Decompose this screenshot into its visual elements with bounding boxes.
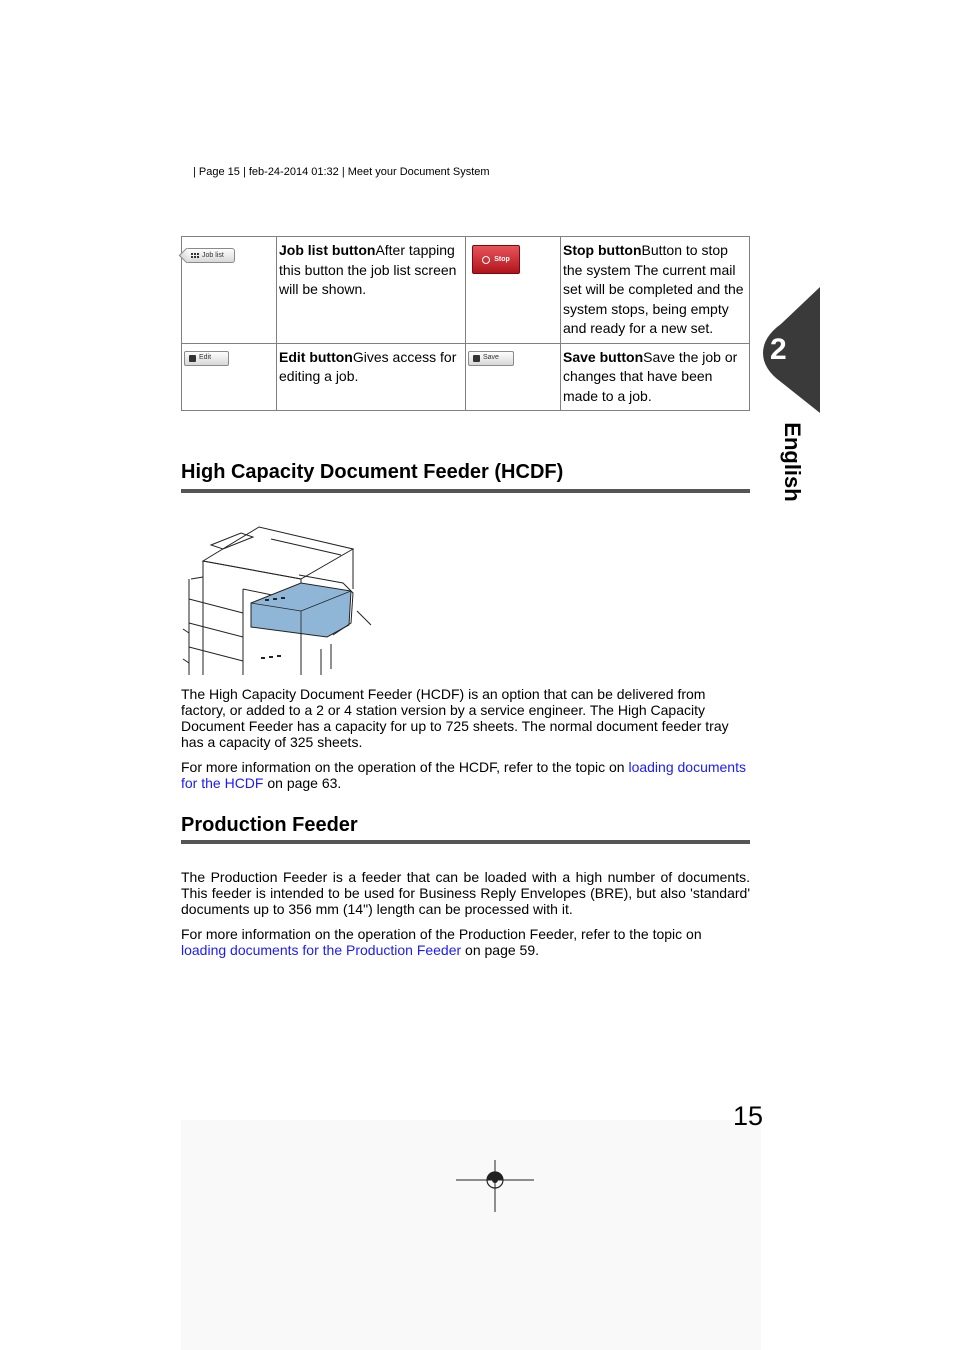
production-feeder-heading: Production Feeder xyxy=(181,814,358,836)
hcdf-loading-link[interactable]: loading documents for the HCDF xyxy=(181,759,746,791)
table-row xyxy=(182,343,750,411)
stop-circle-icon xyxy=(482,256,490,264)
language-label: English xyxy=(780,422,805,502)
chapter-number: 2 xyxy=(770,333,787,366)
save-description xyxy=(561,343,750,411)
production-loading-link[interactable]: loading documents for the Production Feeder xyxy=(181,942,462,958)
job-list-icon-label: Job list xyxy=(202,251,224,259)
save-icon-label: Save xyxy=(483,354,499,362)
hcdf-heading-rule xyxy=(181,489,750,493)
production-more-text: For more information on the operation of the Production Feeder, refer to the topic on xyxy=(181,926,702,942)
save-text: Save the job or changes that have been made to a job. xyxy=(563,348,738,404)
hcdf-more-info xyxy=(181,759,750,791)
stop-icon-label: Stop xyxy=(494,255,510,263)
stop-text: Button to stop the system The current mail set will be completed and the system stops, being empty and ready for a new set. xyxy=(563,242,744,336)
bottom-shade xyxy=(181,1120,761,1350)
edit-text: Gives access for editing a job. xyxy=(279,348,457,384)
edit-button-icon xyxy=(184,351,229,366)
save-button-icon xyxy=(468,351,514,366)
production-more-info xyxy=(181,926,750,958)
floppy-disk-icon xyxy=(473,355,480,362)
stop-description xyxy=(561,237,750,344)
registration-mark-icon xyxy=(456,1160,536,1212)
edit-description xyxy=(277,343,466,411)
page-header: | Page 15 | feb-24-2014 01:32 | Meet your Document System xyxy=(193,166,490,178)
save-title: Save button xyxy=(563,348,644,365)
job-list-title: Job list button xyxy=(279,242,376,258)
production-paragraph: The Production Feeder is a feeder that can be loaded with a high number of documents. This feeder is intended to be used for Business Reply Envelopes (BRE), but also 'standard' documents up to 356 mm (14") length can be processed with it. xyxy=(181,869,750,917)
hcdf-more-text: For more information on the operation of the HCDF, refer to the topic on xyxy=(181,759,629,775)
edit-title: Edit button xyxy=(279,348,353,365)
grid-icon xyxy=(191,253,199,258)
stop-icon-cell xyxy=(466,237,561,344)
job-list-icon-cell xyxy=(182,237,277,344)
edit-icon-label: Edit xyxy=(199,354,212,362)
job-list-text: After tapping this button the job list screen will be shown. xyxy=(279,242,457,297)
edit-icon-cell xyxy=(182,343,277,411)
pencil-icon xyxy=(189,355,196,362)
stop-button-icon xyxy=(472,245,520,274)
job-list-button-icon xyxy=(186,248,235,263)
save-icon-cell xyxy=(466,343,561,411)
stop-title: Stop button xyxy=(563,242,642,258)
hcdf-feeder-illustration xyxy=(181,519,373,675)
hcdf-more-suffix: on page 63. xyxy=(263,775,342,791)
production-heading-rule xyxy=(181,840,750,844)
production-more-suffix: on page 59. xyxy=(461,942,540,958)
hcdf-paragraph: The High Capacity Document Feeder (HCDF) is an option that can be delivered from factory, or added to a 2 or 4 station version by a service engineer. The High Capacity Document Feeder has a capacity for up to 725 sheets. The normal document feeder tray has a capacity of 325 sheets. xyxy=(181,686,729,750)
job-list-description xyxy=(277,237,466,344)
table-row xyxy=(182,237,750,344)
button-reference-table xyxy=(181,236,750,411)
page-number: 15 xyxy=(733,1101,764,1131)
hcdf-heading: High Capacity Document Feeder (HCDF) xyxy=(181,461,564,483)
